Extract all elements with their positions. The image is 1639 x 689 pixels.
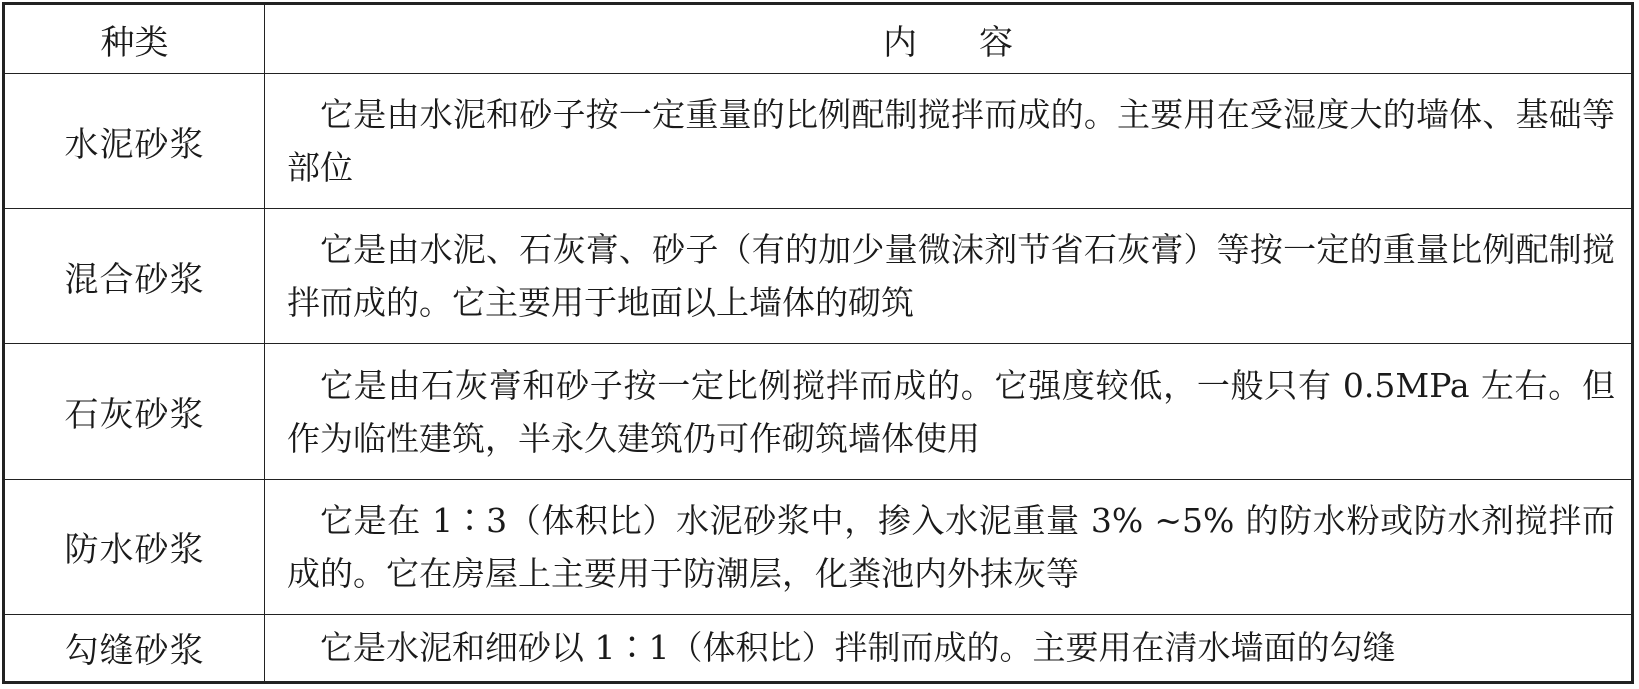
table-row [4,479,1633,614]
mortar-types-table-container [2,2,1634,684]
mortar-types-table [2,2,1634,684]
column-header-content-text: 内容 [883,22,1075,63]
column-header-type [4,4,265,74]
table-row [4,74,1633,209]
type-cell: 水泥砂浆 [4,74,265,209]
content-cell: 它是由水泥和砂子按一定重量的比例配制搅拌而成的。主要用在受湿度大的墙体、基础等部位 [265,74,1633,209]
column-header-type-text: 种类 [100,22,169,63]
content-cell: 它是在 1∶3（体积比）水泥砂浆中，掺入水泥重量 3% ~5% 的防水粉或防水剂搅拌而成的。它在房屋上主要用于防潮层，化粪池内外抹灰等 [265,479,1633,614]
column-header-content [265,4,1633,74]
type-cell: 防水砂浆 [4,479,265,614]
type-cell: 石灰砂浆 [4,344,265,479]
content-cell: 它是由水泥、石灰膏、砂子（有的加少量微沫剂节省石灰膏）等按一定的重量比例配制搅拌而成的。它主要用于地面以上墙体的砌筑 [265,209,1633,344]
content-cell: 它是水泥和细砂以 1∶1（体积比）拌制而成的。主要用在清水墙面的勾缝 [265,614,1633,682]
table-row [4,209,1633,344]
type-cell: 混合砂浆 [4,209,265,344]
type-cell: 勾缝砂浆 [4,614,265,682]
table-row [4,614,1633,682]
header-row [4,4,1633,74]
content-cell: 它是由石灰膏和砂子按一定比例搅拌而成的。它强度较低，一般只有 0.5MPa 左右。但作为临性建筑，半永久建筑仍可作砌筑墙体使用 [265,344,1633,479]
table-row [4,344,1633,479]
